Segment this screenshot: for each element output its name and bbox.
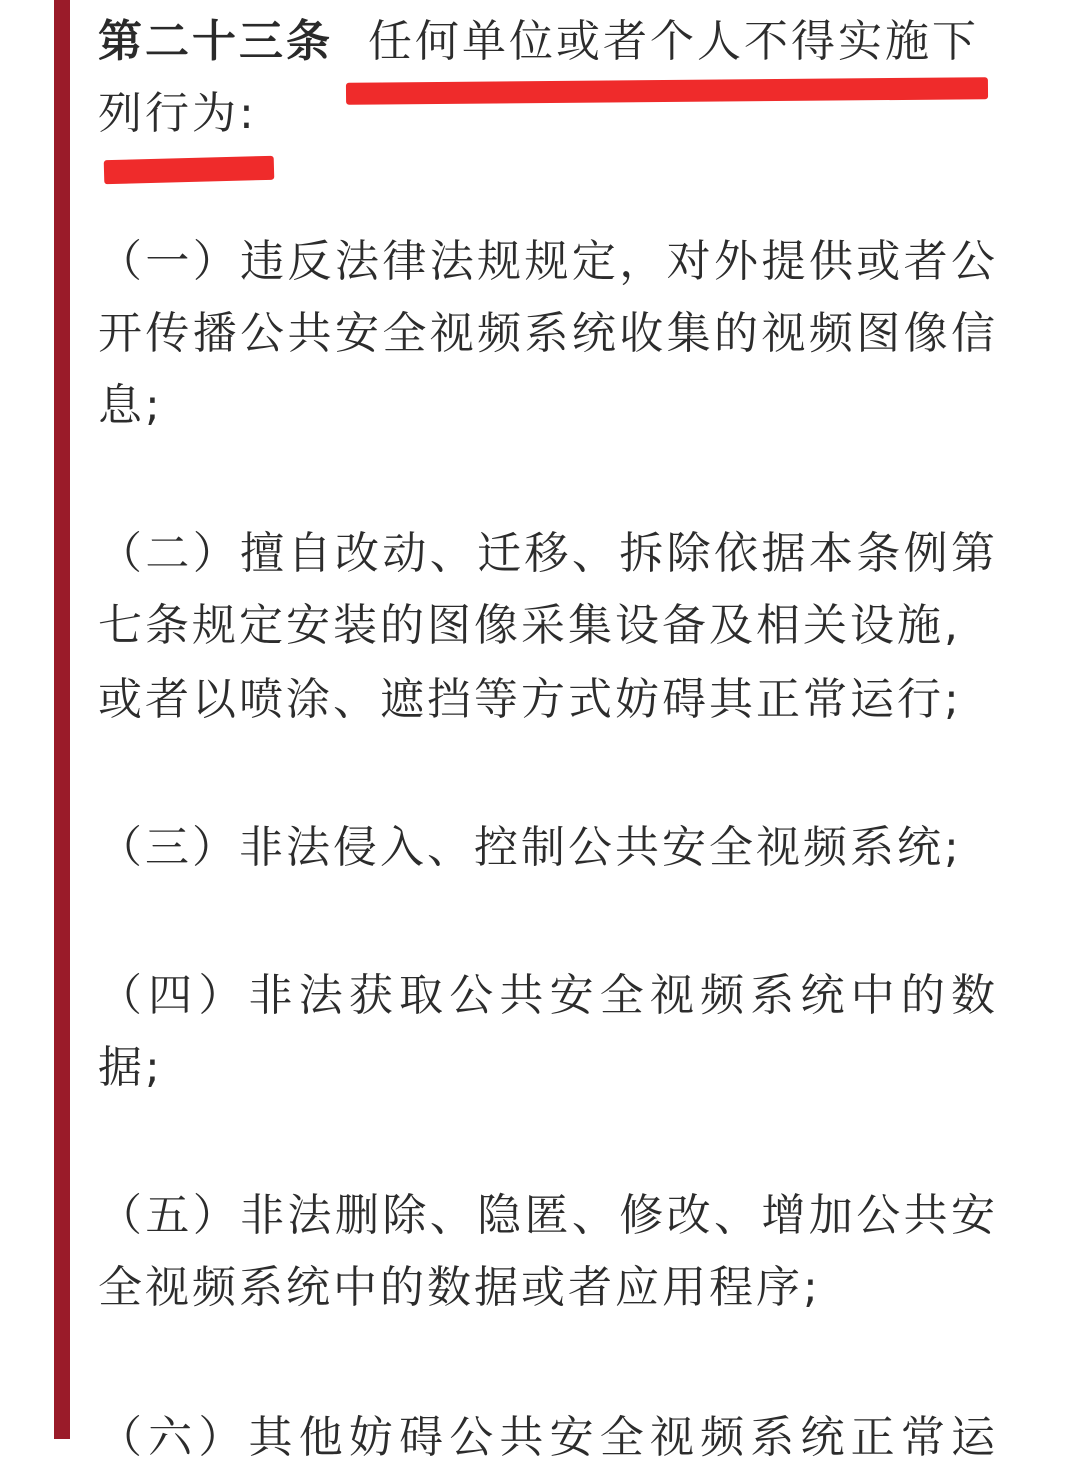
item-2-line-3: 或者以喷涂、遮挡等方式妨碍其正常运行; — [98, 674, 962, 725]
item-1-line-1: （一）违反法律法规规定，对外提供或者公 — [98, 236, 998, 287]
item-3-line-1: （三）非法侵入、控制公共安全视频系统; — [98, 822, 962, 873]
article-heading — [98, 12, 998, 72]
item-1-line-2: 开传播公共安全视频系统收集的视频图像信 — [98, 308, 998, 359]
item-2-line-1: （二）擅自改动、迁移、拆除依据本条例第 — [98, 528, 998, 579]
article-number: 第二十三条 — [98, 16, 333, 67]
item-4-line-2: 据; — [98, 1042, 163, 1093]
item-4-line-1: （四）非法获取公共安全视频系统中的数 — [98, 970, 998, 1021]
item-1-line-3: 息; — [98, 380, 163, 431]
highlight-underline-2 — [104, 156, 275, 184]
article-intro-line2-row — [98, 84, 998, 144]
item-5-line-2: 全视频系统中的数据或者应用程序; — [98, 1262, 821, 1313]
item-6-line-1: （六）其他妨碍公共安全视频系统正常运 — [98, 1412, 998, 1463]
article-intro-line2: 列行为: — [98, 88, 257, 139]
item-2-line-2: 七条规定安装的图像采集设备及相关设施, — [98, 600, 961, 651]
item-5-line-1: （五）非法删除、隐匿、修改、增加公共安 — [98, 1190, 998, 1241]
article-intro-line1: 任何单位或者个人不得实施下 — [368, 16, 979, 67]
